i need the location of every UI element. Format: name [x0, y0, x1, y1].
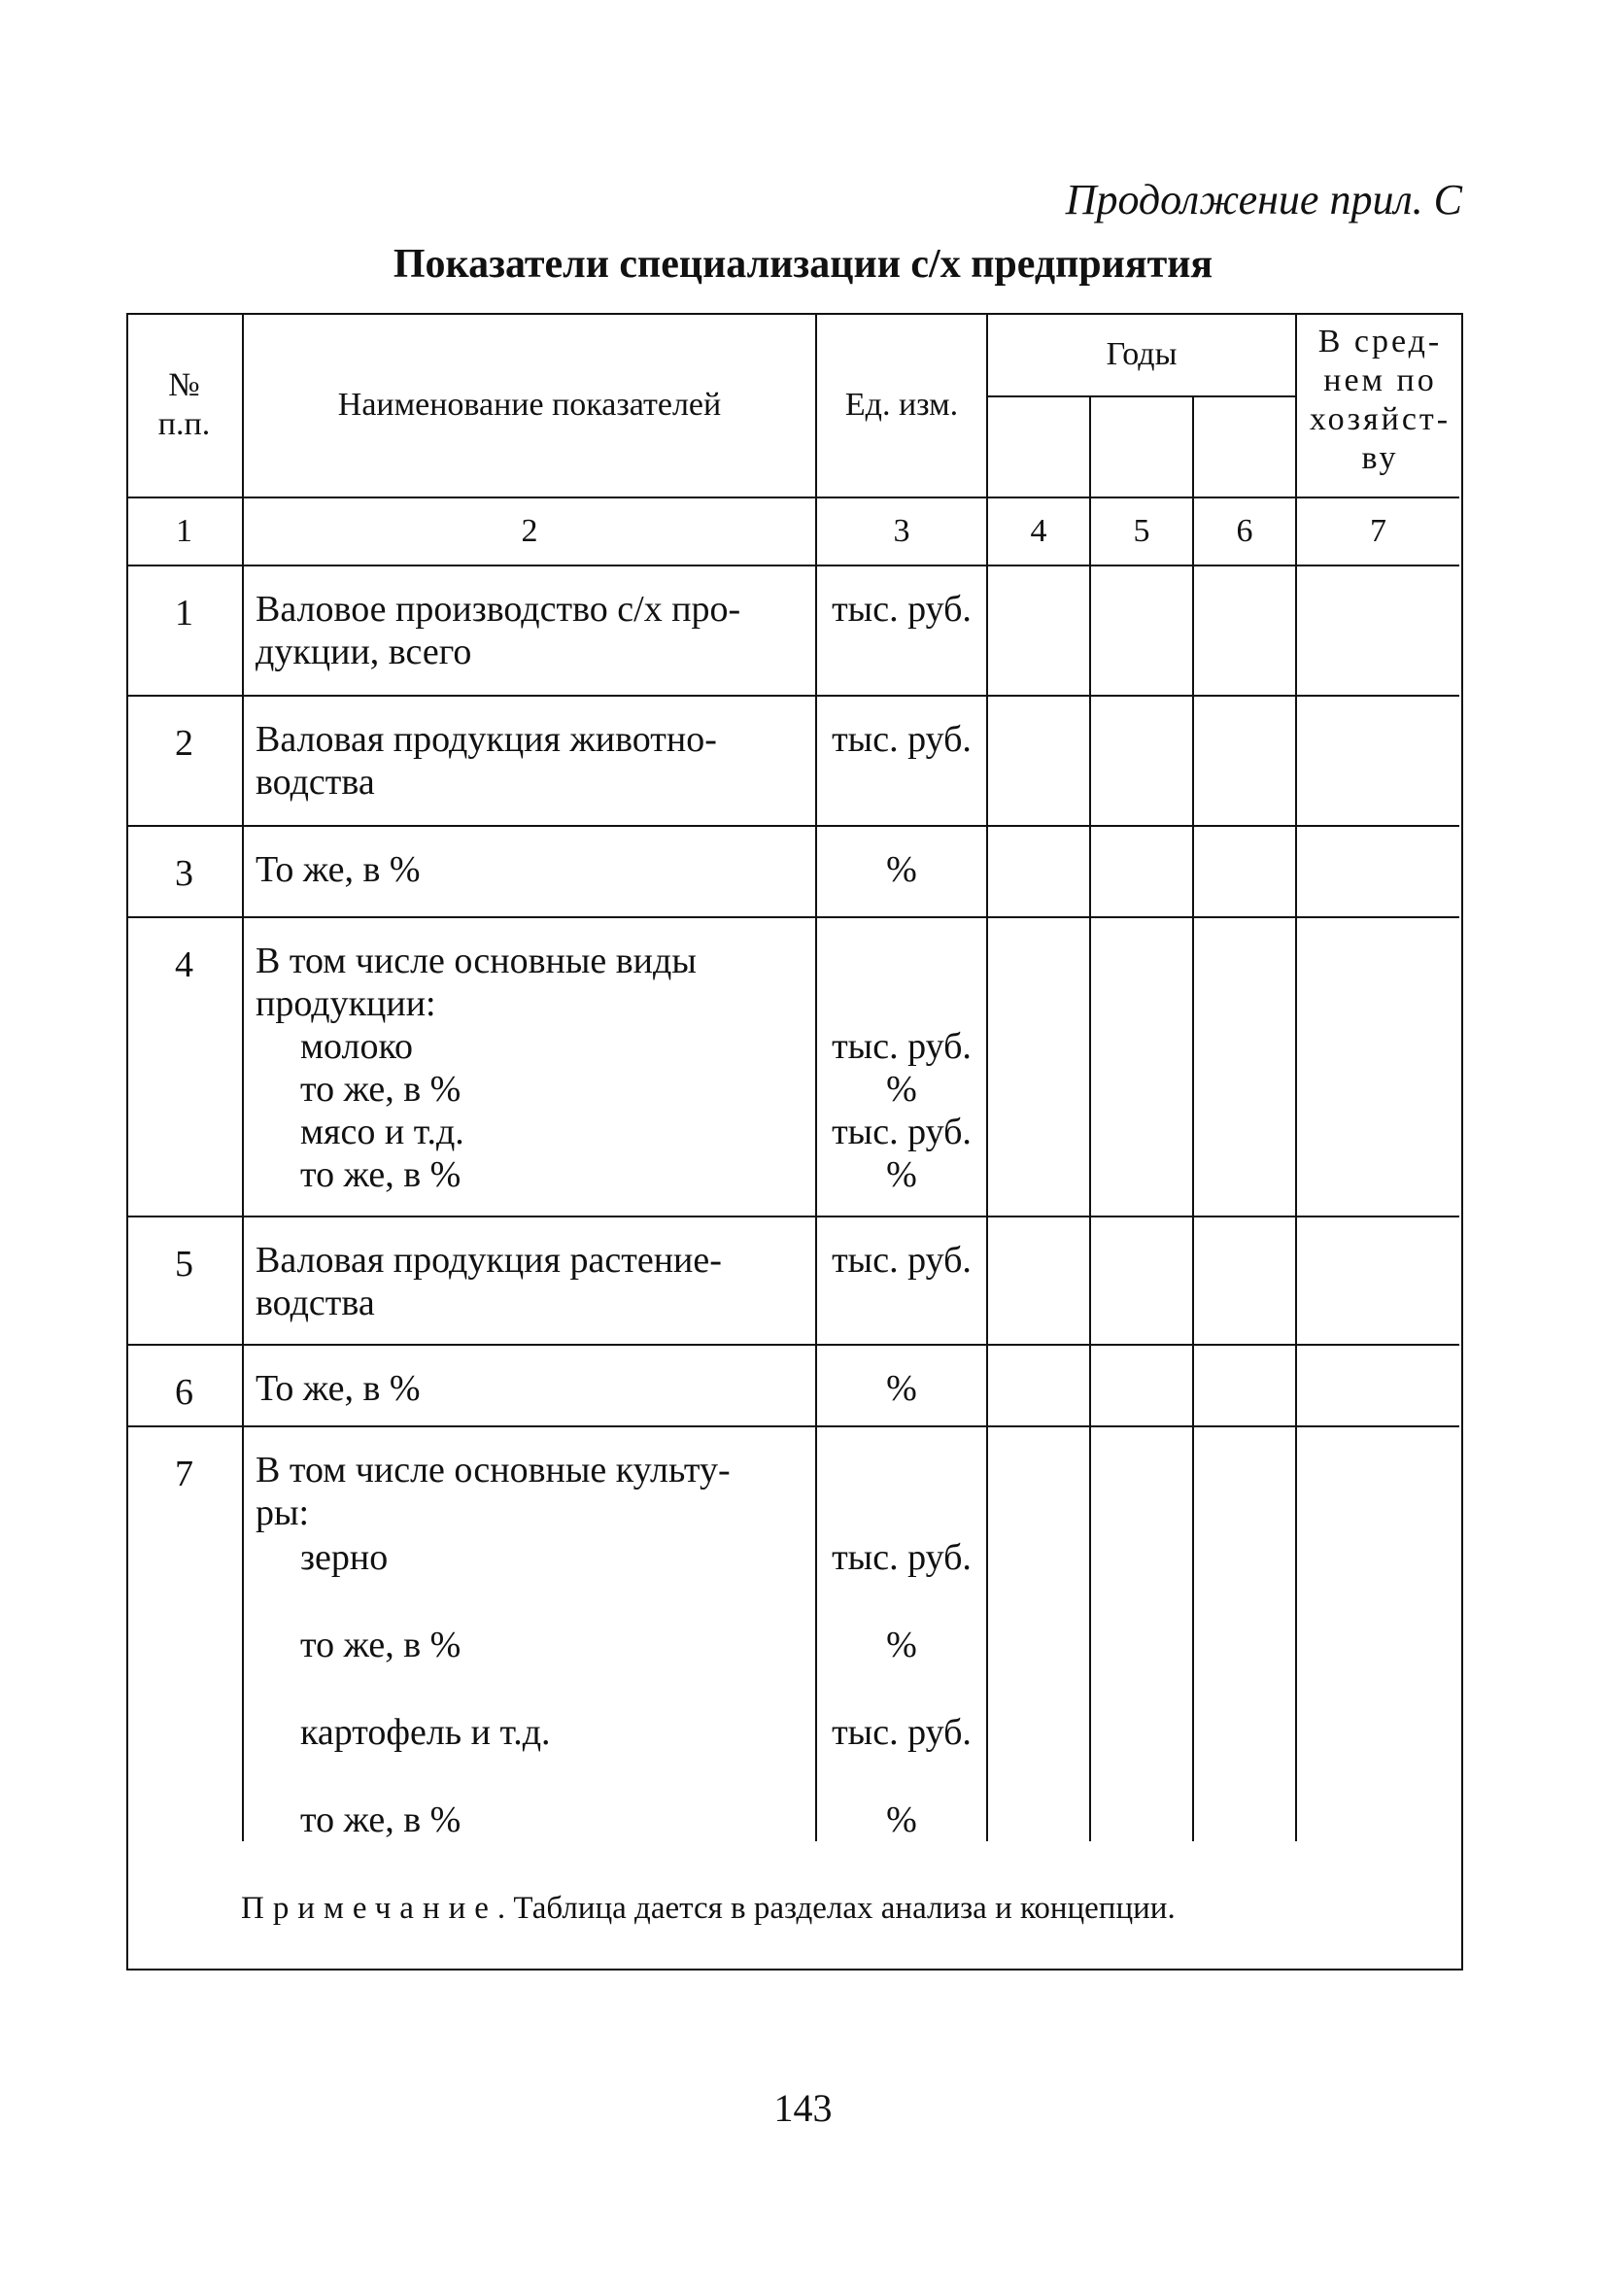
table-row: 1 Валовое производство с/х про- дукции, всего тыс. руб. — [126, 565, 1459, 696]
colnum-6: 6 — [1193, 497, 1296, 565]
table-row: 7 В том числе основные культу- ры: зерно то же, в % картофель и т.д. то же, в % тыс. руб. % тыс. руб. % — [126, 1426, 1459, 1841]
table-row: 3 То же, в % % — [126, 826, 1459, 917]
header-avg: В сред- нем по хозяйст- ву — [1296, 313, 1459, 497]
colnum-3: 3 — [816, 497, 987, 565]
header-years: Годы — [987, 313, 1296, 396]
table-row: 2 Валовая продукция животно- водства тыс. руб. — [126, 696, 1459, 826]
colnum-4: 4 — [987, 497, 1090, 565]
header-num: № п.п. — [126, 313, 243, 497]
header-year-2 — [1090, 396, 1193, 497]
note-text: . Таблица дается в разделах анализа и концепции. — [496, 1891, 1176, 1926]
specialization-table — [126, 313, 1459, 1841]
colnum-2: 2 — [243, 497, 816, 565]
header-year-3 — [1193, 396, 1296, 497]
continuation-label: Продолжение прил. С — [1065, 176, 1462, 223]
colnum-5: 5 — [1090, 497, 1193, 565]
table-row: 4 В том числе основные виды продукции: молоко то же, в % мясо и т.д. то же, в % тыс. руб. % тыс. руб. % — [126, 917, 1459, 1217]
colnum-7: 7 — [1296, 497, 1459, 565]
table-row: 6 То же, в % % — [126, 1345, 1459, 1426]
header-name: Наименование показателей — [243, 313, 816, 497]
table-note — [241, 1891, 1176, 1927]
table-row: 5 Валовая продукция растение- водства тыс. руб. — [126, 1217, 1459, 1345]
page-number: 143 — [773, 2086, 833, 2130]
header-year-1 — [987, 396, 1090, 497]
header-unit: Ед. изм. — [816, 313, 987, 497]
colnum-1: 1 — [126, 497, 243, 565]
table-title: Показатели специализации с/х предприятия — [393, 242, 1213, 287]
note-label: Примечание — [241, 1891, 497, 1926]
